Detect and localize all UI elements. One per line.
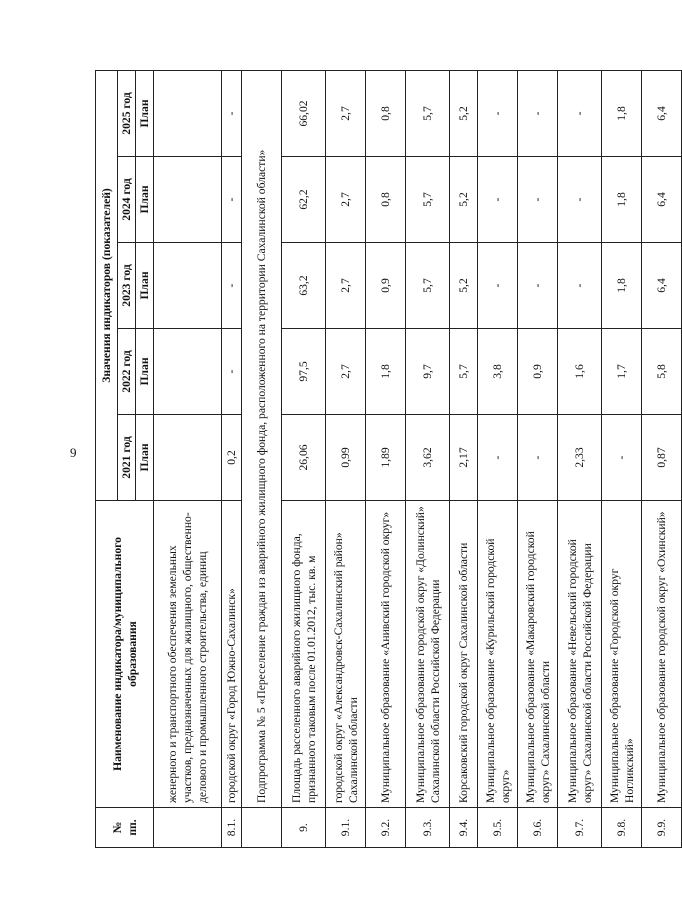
row-value: 1,8 — [602, 70, 642, 156]
rotated-table-container — [95, 71, 669, 848]
row-value: - — [518, 243, 558, 329]
row-value: - — [222, 329, 242, 415]
row-value: 2,7 — [326, 70, 366, 156]
row-value: 1,89 — [366, 415, 406, 501]
row-value: 3,62 — [406, 415, 450, 501]
row-num: 9. — [282, 808, 326, 848]
header-year: 2025 год — [118, 70, 136, 156]
row-name: Муниципальное образование городской округ «Охинский» — [642, 501, 682, 808]
row-name: Муниципальное образование «Невельский городской округ» Сахалинской области Российской Федерации — [558, 501, 602, 808]
row-value: 5,7 — [406, 243, 450, 329]
row-value: 63,2 — [282, 243, 326, 329]
subprogram-title: Подпрограмма № 5 «Переселение граждан из аварийного жилищного фонда, расположенного на территории Сахалинской области» — [242, 70, 282, 807]
row-value: 0,8 — [366, 157, 406, 243]
row-value — [154, 415, 222, 501]
row-value: 6,4 — [642, 157, 682, 243]
row-value: - — [518, 415, 558, 501]
row-value: 5,7 — [450, 329, 478, 415]
table-row — [222, 70, 242, 847]
row-num: 9.4. — [450, 808, 478, 848]
table-row — [326, 70, 366, 847]
row-value: 1,8 — [366, 329, 406, 415]
row-value: - — [602, 415, 642, 501]
header-num: № пп. — [96, 808, 154, 848]
table-row — [406, 70, 450, 847]
row-num: 8.1. — [222, 808, 242, 848]
row-name: Муниципальное образование «Городской округ Ногликский» — [602, 501, 642, 808]
table-row — [602, 70, 642, 847]
row-value — [154, 243, 222, 329]
row-value — [154, 157, 222, 243]
table-row — [450, 70, 478, 847]
row-value: - — [478, 415, 518, 501]
row-value: 2,7 — [326, 243, 366, 329]
row-value: 66,02 — [282, 70, 326, 156]
row-value: 5,2 — [450, 243, 478, 329]
row-num: 9.7. — [558, 808, 602, 848]
row-num: 9.9. — [642, 808, 682, 848]
row-value: - — [222, 157, 242, 243]
row-value: 0,2 — [222, 415, 242, 501]
row-value: 1,8 — [602, 157, 642, 243]
row-name: Корсаковский городской округ Сахалинской области — [450, 501, 478, 808]
row-value: 9,7 — [406, 329, 450, 415]
indicators-table — [95, 70, 682, 848]
header-plan: План — [136, 329, 154, 415]
row-value: 97,5 — [282, 329, 326, 415]
table-row-subprogram — [242, 70, 282, 847]
row-num: 9.2. — [366, 808, 406, 848]
row-value: - — [478, 157, 518, 243]
row-value: 5,7 — [406, 70, 450, 156]
row-num: 9.3. — [406, 808, 450, 848]
header-plan: План — [136, 415, 154, 501]
header-plan: План — [136, 157, 154, 243]
row-value: 62,2 — [282, 157, 326, 243]
table-row — [558, 70, 602, 847]
row-num: 9.1. — [326, 808, 366, 848]
row-value: 1,7 — [602, 329, 642, 415]
header-year: 2021 год — [118, 415, 136, 501]
row-value: 1,8 — [602, 243, 642, 329]
row-name: Муниципальное образование «Макаровский городской округ» Сахалинской области — [518, 501, 558, 808]
table-row — [282, 70, 326, 847]
row-value: 0,9 — [366, 243, 406, 329]
table-row — [478, 70, 518, 847]
row-value — [154, 329, 222, 415]
row-num — [242, 808, 282, 848]
row-name: городской округ «Город Южно-Сахалинск» — [222, 501, 242, 808]
row-num: 9.6. — [518, 808, 558, 848]
header-year: 2023 год — [118, 243, 136, 329]
row-value: - — [478, 70, 518, 156]
row-value: - — [558, 70, 602, 156]
row-value: 5,2 — [450, 157, 478, 243]
row-value: 5,8 — [642, 329, 682, 415]
row-num: 9.5. — [478, 808, 518, 848]
row-value: - — [558, 243, 602, 329]
table-row — [518, 70, 558, 847]
row-value: 0,9 — [518, 329, 558, 415]
header-plan: План — [136, 243, 154, 329]
row-name: Площадь расселенного аварийного жилищного фонда, признанного таковым после 01.01.2012, тыс. кв. м — [282, 501, 326, 808]
row-value: 1,6 — [558, 329, 602, 415]
table-row — [642, 70, 682, 847]
row-name: Муниципальное образование «Курильский городской округ» — [478, 501, 518, 808]
row-name: женерного и транспортного обеспечения земельных участков, предназначенных для жилищного, общественно-делового и промышленного строительства, единиц — [154, 501, 222, 808]
row-num: 9.8. — [602, 808, 642, 848]
row-value: - — [558, 157, 602, 243]
header-year: 2024 год — [118, 157, 136, 243]
row-value: 6,4 — [642, 70, 682, 156]
header-name: Наименование индикатора/муниципального образования — [96, 501, 154, 808]
row-value — [154, 70, 222, 156]
row-name: городской округ «Александровск-Сахалинский район» Сахалинской области — [326, 501, 366, 808]
row-value: 26,06 — [282, 415, 326, 501]
row-value: 6,4 — [642, 243, 682, 329]
row-name: Муниципальное образование городской округ «Долинский» Сахалинской области Российской Федерации — [406, 501, 450, 808]
row-value: - — [518, 157, 558, 243]
header-values-title: Значения индикаторов (показателей) — [96, 70, 118, 500]
row-value: 2,7 — [326, 329, 366, 415]
row-value: 5,7 — [406, 157, 450, 243]
row-value: 0,99 — [326, 415, 366, 501]
row-value: 2,7 — [326, 157, 366, 243]
row-name: Муниципальное образование «Анивский городской округ» — [366, 501, 406, 808]
page-number: 9 — [70, 445, 77, 460]
row-value: 5,2 — [450, 70, 478, 156]
row-value: 0,87 — [642, 415, 682, 501]
row-value: - — [518, 70, 558, 156]
row-num — [154, 808, 222, 848]
row-value: - — [222, 243, 242, 329]
row-value: 2,17 — [450, 415, 478, 501]
row-value: 3,8 — [478, 329, 518, 415]
table-row — [366, 70, 406, 847]
header-plan: План — [136, 70, 154, 156]
row-value: - — [478, 243, 518, 329]
row-value: 2,33 — [558, 415, 602, 501]
header-year: 2022 год — [118, 329, 136, 415]
table-row — [154, 70, 222, 847]
row-value: - — [222, 70, 242, 156]
row-value: 0,8 — [366, 70, 406, 156]
